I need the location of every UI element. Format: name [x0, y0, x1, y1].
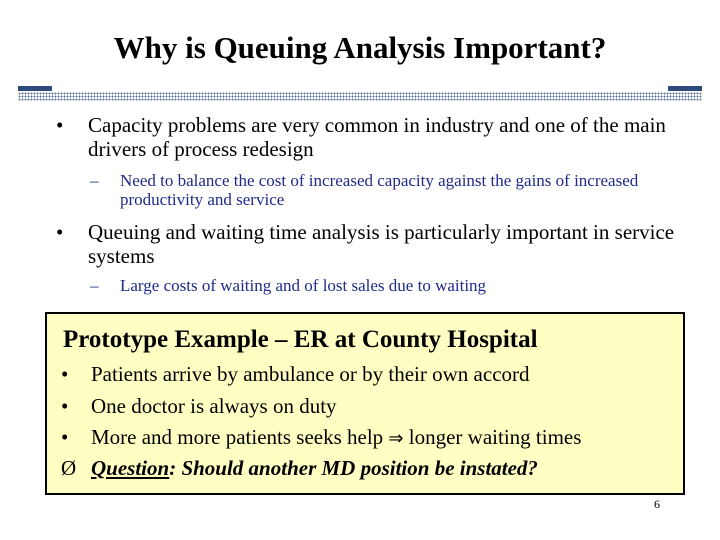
question-marker: Ø [61, 456, 77, 480]
example-box [45, 312, 685, 495]
sub-bullet-capacity-cost [90, 171, 670, 209]
question-separator: : [169, 456, 177, 480]
item-text [91, 425, 671, 451]
sub-bullet-text: Large costs of waiting and of lost sales due to waiting [120, 276, 487, 295]
divider-bar-right [668, 86, 702, 91]
example-item-doctor [61, 394, 671, 418]
item-marker: • [61, 394, 69, 418]
implies-arrow-icon: ⇒ [388, 428, 404, 449]
item-text: One doctor is always on duty [91, 394, 337, 418]
example-question [61, 456, 671, 480]
sub-bullet-waiting-costs [90, 276, 670, 295]
example-item-patients [61, 425, 671, 451]
sub-bullet-text: Need to balance the cost of increased capacity against the gains of increased productivity and service [120, 171, 639, 209]
title-divider [18, 86, 702, 104]
slide-number: 6 [654, 497, 660, 511]
item-text-after: longer waiting times [408, 425, 582, 449]
item-marker: • [61, 425, 69, 449]
bullet-marker: • [56, 220, 64, 244]
item-text: Patients arrive by ambulance or by their own accord [91, 362, 530, 386]
bullet-capacity [56, 113, 676, 161]
sub-bullet-marker: – [90, 171, 99, 190]
bullet-queuing [56, 220, 676, 268]
item-text-before: More and more patients seeks help [91, 425, 384, 449]
divider-bar-left [18, 86, 52, 91]
question-label: Question [91, 456, 170, 480]
bullet-text: Queuing and waiting time analysis is particularly important in service systems [88, 220, 675, 268]
example-item-arrival [61, 362, 671, 386]
item-marker: • [61, 362, 69, 386]
question-text: Should another MD position be instated? [181, 456, 538, 480]
question-line [91, 456, 671, 480]
bullet-marker: • [56, 113, 64, 137]
divider-dotted-band [18, 92, 702, 101]
slide-title: Why is Queuing Analysis Important? [113, 30, 607, 65]
bullet-text: Capacity problems are very common in industry and one of the main drivers of process redesign [88, 113, 666, 161]
sub-bullet-marker: – [90, 276, 99, 295]
example-title: Prototype Example – ER at County Hospital [63, 326, 538, 353]
